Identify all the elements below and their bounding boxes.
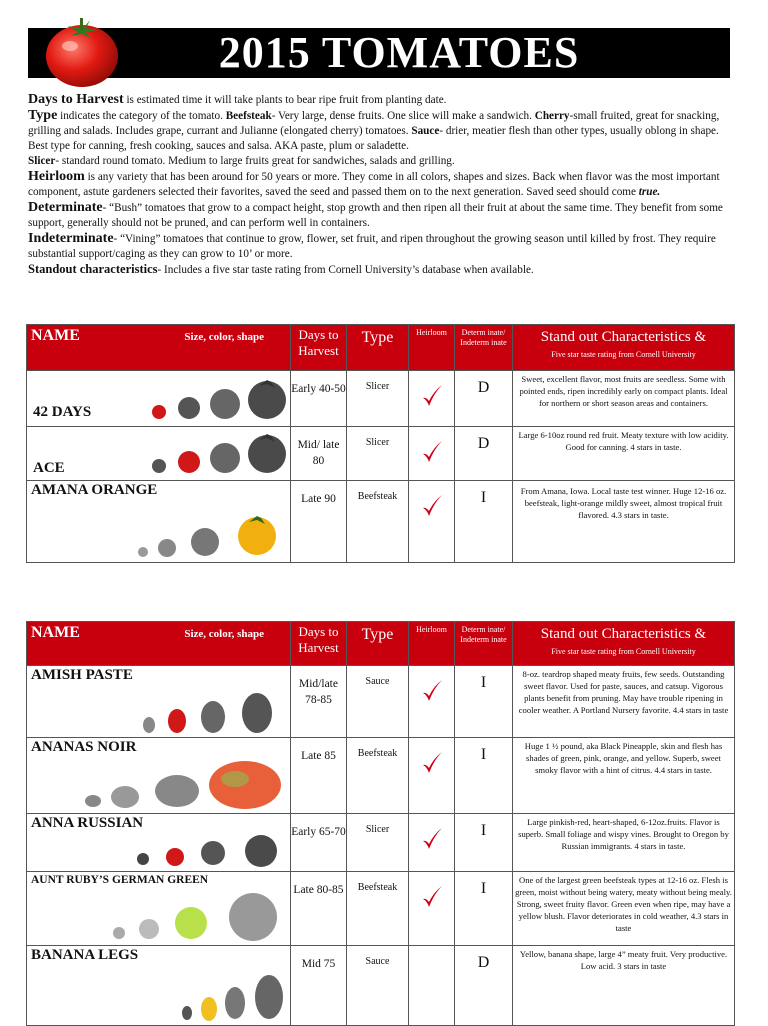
characteristics-cell: Yellow, banana shape, large 4” meaty fruit. Very productive. Low acid. 3 stars in taste [513, 946, 735, 1026]
tomato-table-1 [26, 324, 735, 563]
table-row [27, 666, 735, 738]
header-characteristics: Stand out Characteristics & Five star taste rating from Cornell University [513, 622, 735, 666]
variety-cell [27, 481, 291, 563]
header-type: Type [347, 622, 409, 666]
tomato-growth-icon [79, 759, 289, 811]
heirloom-cell [409, 872, 455, 946]
intro-days: Days to Harvest is estimated time it will take plants to bear ripe fruit from planting date. [28, 92, 447, 107]
heirloom-cell [409, 481, 455, 563]
checkmark-icon [420, 826, 444, 852]
intro-section [28, 92, 736, 278]
characteristics-cell: From Amana, Iowa. Local taste test winner. Huge 12-16 oz. beefsteak, light-orange mildly sweet, almost tropical fruit flavored. 4.3 stars in taste. [513, 481, 735, 563]
header-type: Type [347, 325, 409, 371]
table-row [27, 946, 735, 1026]
determinate-cell: I [455, 481, 513, 563]
heirloom-cell [409, 738, 455, 814]
determinate-cell: D [455, 371, 513, 427]
checkmark-icon [420, 750, 444, 776]
tomato-growth-icon [177, 969, 287, 1023]
tomato-type: Beefsteak [347, 872, 409, 946]
variety-cell [27, 814, 291, 872]
tomato-growth-icon [137, 687, 287, 735]
characteristics-cell: Sweet, excellent flavor, most fruits are seedless. Some with pointed ends, ripen incredibly early on compact plants. Ideal for northern or short season areas and containers. [513, 371, 735, 427]
intro-standout: Standout characteristics- Includes a five star taste rating from Cornell University’s database when available. [28, 262, 534, 276]
determinate-cell: I [455, 738, 513, 814]
tomato-growth-icon [131, 510, 291, 560]
tomato-type: Slicer [347, 427, 409, 481]
heirloom-cell [409, 946, 455, 1026]
tomato-type: Beefsteak [347, 738, 409, 814]
tomato-growth-icon [131, 833, 291, 869]
variety-cell [27, 427, 291, 481]
tomato-type: Slicer [347, 814, 409, 872]
variety-name: ANNA RUSSIAN [31, 815, 144, 831]
intro-type: Type indicates the category of the tomato. Beefsteak- Very large, dense fruits. One slice will make a sandwich. Cherry-small fruited, great for snacking, grilling and salads. Includes grape, currant and Julianne (elongated cherry) tomatoes. Sauce- drier, meatier flesh than other types, usually oblong in shape. Best type for canning, fresh cooking, sauces and salsa. AKA paste, plum or saladette. [28, 108, 720, 152]
header-days: Days to Harvest [291, 325, 347, 371]
page-title: 2015 TOMATOES [218, 28, 580, 77]
days-to-harvest: Mid/late 78-85 [291, 666, 347, 738]
determinate-cell: I [455, 814, 513, 872]
heirloom-cell [409, 371, 455, 427]
table-row [27, 371, 735, 427]
intro-slicer: Slicer- standard round tomato. Medium to large fruits great for sandwiches, salads and grilling. [28, 155, 455, 167]
variety-name: BANANA LEGS [31, 947, 139, 963]
variety-name: AUNT RUBY’S GERMAN GREEN [31, 874, 209, 886]
checkmark-icon [420, 493, 444, 519]
determinate-cell: D [455, 946, 513, 1026]
tomato-type: Sauce [347, 946, 409, 1026]
header-name: NAME Size, color, shape [27, 325, 291, 371]
characteristics-cell: One of the largest green beefsteak types at 12-16 oz. Flesh is green, moist without being watery, meaty without being mealy. Strong, sweet fruity flavor. Green even when ripe, may have a yellow blush. Flavor deteriorates in cold weather, 4.3 stars in taste [513, 872, 735, 946]
tomato-type: Slicer [347, 371, 409, 427]
tomato-logo-icon [44, 16, 120, 88]
days-to-harvest: Mid/ late 80 [291, 427, 347, 481]
checkmark-icon [420, 383, 444, 409]
tomato-table-2 [26, 621, 735, 1026]
intro-determinate: Determinate- “Bush” tomatoes that grow to a compact height, stop growth and then ripen all their fruit at about the same time. They benefit from some support, generally should not be pruned, and can perform well in containers. [28, 200, 723, 229]
checkmark-icon [420, 678, 444, 704]
header-heirloom: Heirloom [409, 325, 455, 371]
heirloom-cell [409, 666, 455, 738]
intro-indeterminate: Indeterminate- “Vining” tomatoes that continue to grow, flower, set fruit, and ripen throughout the growing season until killed by frost. They require substantial support/caging as they can grow to 10’ or more. [28, 231, 716, 260]
tomato-growth-icon [107, 891, 289, 943]
header-determinate: Determ inate/ Indeterm inate [455, 325, 513, 371]
variety-cell [27, 371, 291, 427]
tomato-growth-icon [147, 374, 287, 424]
variety-cell [27, 666, 291, 738]
variety-name: 42 DAYS [33, 404, 92, 420]
table-row [27, 872, 735, 946]
table-row [27, 738, 735, 814]
days-to-harvest: Late 85 [291, 738, 347, 814]
header-heirloom: Heirloom [409, 622, 455, 666]
header-days: Days to Harvest [291, 622, 347, 666]
days-to-harvest: Early 40-50 [291, 371, 347, 427]
header-characteristics: Stand out Characteristics & Five star taste rating from Cornell University [513, 325, 735, 371]
variety-cell [27, 738, 291, 814]
variety-name: AMISH PASTE [31, 667, 133, 683]
variety-name: AMANA ORANGE [31, 482, 158, 498]
table-row [27, 814, 735, 872]
tomato-type: Beefsteak [347, 481, 409, 563]
intro-heirloom: Heirloom is any variety that has been around for 50 years or more. They come in all colors, shapes and sizes. Back when flavor was the most important component, astute gardeners selected their favorites, saved the seed and passed them on to the next generation. Saved seed should come true. [28, 169, 720, 198]
determinate-cell: D [455, 427, 513, 481]
days-to-harvest: Mid 75 [291, 946, 347, 1026]
checkmark-icon [420, 884, 444, 910]
days-to-harvest: Early 65-70 [291, 814, 347, 872]
variety-name: ANANAS NOIR [31, 739, 137, 755]
header-name: NAME Size, color, shape [27, 622, 291, 666]
tomato-type: Sauce [347, 666, 409, 738]
characteristics-cell: Huge 1 ½ pound, aka Black Pineapple, skin and flesh has shades of green, pink, orange, and yellow. Superb, sweet smoky flavor with a hint of citrus. 4.4 stars in taste. [513, 738, 735, 814]
variety-cell [27, 946, 291, 1026]
characteristics-cell: Large pinkish-red, heart-shaped, 6-12oz.fruits. Flavor is superb. Small foliage and wispy vines. Brought to Oregon by Russian immigrants. 4 stars in taste. [513, 814, 735, 872]
determinate-cell: I [455, 872, 513, 946]
characteristics-cell: 8-oz. teardrop shaped meaty fruits, few seeds. Outstanding sweet flavor. Used for paste, sauces, and catsup. Vigorous plants benefit from pruning. May have trouble ripening in cooler weather. A Portland Nursery favorite. 4.4 stars in taste [513, 666, 735, 738]
table-row [27, 481, 735, 563]
header-determinate: Determ inate/ Indeterm inate [455, 622, 513, 666]
table-row [27, 427, 735, 481]
characteristics-cell: Large 6-10oz round red fruit. Meaty texture with low acidity. Good for canning. 4 stars in taste. [513, 427, 735, 481]
heirloom-cell [409, 814, 455, 872]
days-to-harvest: Late 90 [291, 481, 347, 563]
variety-name: ACE [33, 460, 65, 476]
variety-cell [27, 872, 291, 946]
checkmark-icon [420, 439, 444, 465]
heirloom-cell [409, 427, 455, 481]
determinate-cell: I [455, 666, 513, 738]
days-to-harvest: Late 80-85 [291, 872, 347, 946]
tomato-growth-icon [147, 428, 287, 478]
